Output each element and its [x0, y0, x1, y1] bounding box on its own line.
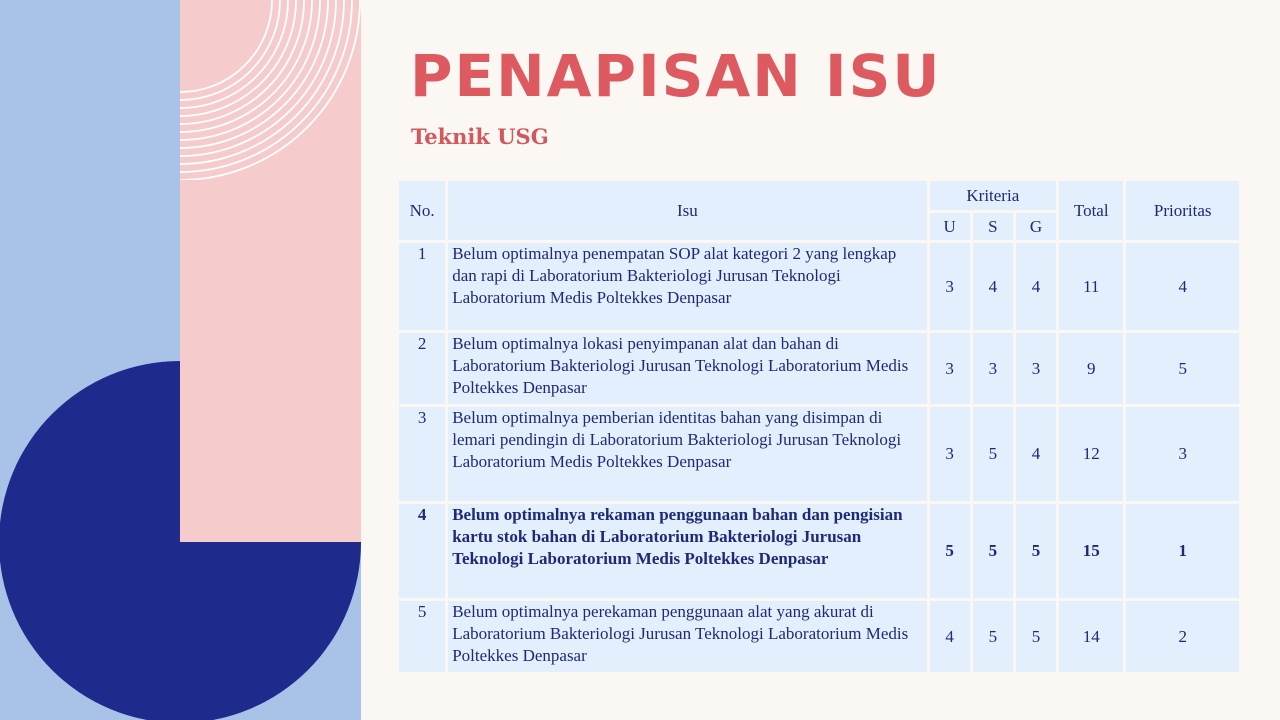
row-total: 15 [1059, 504, 1123, 598]
row-no: 3 [399, 407, 445, 501]
row-u: 4 [930, 601, 970, 672]
row-total: 14 [1059, 601, 1123, 672]
row-s: 5 [973, 601, 1013, 672]
table-row [399, 333, 1239, 404]
table-row [399, 601, 1239, 672]
table-row [399, 243, 1239, 330]
row-no: 1 [399, 243, 445, 330]
row-isu: Belum optimalnya perekaman penggunaan alat yang akurat di Laboratorium Bakteriologi Jurusan Teknologi Laboratorium Medis Poltekkes Denpasar [448, 601, 926, 672]
row-prioritas: 2 [1126, 601, 1239, 672]
row-isu: Belum optimalnya rekaman penggunaan bahan dan pengisian kartu stok bahan di Laboratorium Bakteriologi Jurusan Teknologi Laboratorium Medis Poltekkes Denpasar [448, 504, 926, 598]
concentric-arcs-decoration [180, 0, 361, 180]
row-no: 2 [399, 333, 445, 404]
row-u: 3 [930, 407, 970, 501]
row-u: 3 [930, 243, 970, 330]
table-row [399, 407, 1239, 501]
row-s: 5 [973, 504, 1013, 598]
header-kriteria: Kriteria [930, 181, 1057, 210]
row-prioritas: 5 [1126, 333, 1239, 404]
decorative-panel [0, 0, 361, 720]
header-total: Total [1059, 181, 1123, 240]
header-g: G [1016, 213, 1056, 240]
row-total: 11 [1059, 243, 1123, 330]
slide-subtitle: Teknik USG [411, 124, 549, 149]
row-s: 4 [973, 243, 1013, 330]
row-isu: Belum optimalnya pemberian identitas bahan yang disimpan di lemari pendingin di Laboratorium Bakteriologi Jurusan Teknologi Laboratorium Medis Poltekkes Denpasar [448, 407, 926, 501]
row-s: 5 [973, 407, 1013, 501]
table-row-highlighted [399, 504, 1239, 598]
header-u: U [930, 213, 970, 240]
row-no: 5 [399, 601, 445, 672]
row-no: 4 [399, 504, 445, 598]
row-g: 5 [1016, 504, 1056, 598]
usg-table [396, 178, 1242, 675]
row-prioritas: 4 [1126, 243, 1239, 330]
row-g: 5 [1016, 601, 1056, 672]
row-u: 3 [930, 333, 970, 404]
row-s: 3 [973, 333, 1013, 404]
pie-decoration [0, 361, 361, 720]
row-total: 12 [1059, 407, 1123, 501]
row-g: 4 [1016, 243, 1056, 330]
header-no: No. [399, 181, 445, 240]
row-total: 9 [1059, 333, 1123, 404]
row-isu: Belum optimalnya penempatan SOP alat kategori 2 yang lengkap dan rapi di Laboratorium Bakteriologi Jurusan Teknologi Laboratorium Medis Poltekkes Denpasar [448, 243, 926, 330]
slide-title: PENAPISAN ISU [410, 42, 942, 110]
row-g: 4 [1016, 407, 1056, 501]
row-u: 5 [930, 504, 970, 598]
row-g: 3 [1016, 333, 1056, 404]
header-s: S [973, 213, 1013, 240]
row-prioritas: 3 [1126, 407, 1239, 501]
header-prioritas: Prioritas [1126, 181, 1239, 240]
row-prioritas: 1 [1126, 504, 1239, 598]
header-isu: Isu [448, 181, 926, 240]
row-isu: Belum optimalnya lokasi penyimpanan alat dan bahan di Laboratorium Bakteriologi Jurusan Teknologi Laboratorium Medis Poltekkes Denpasar [448, 333, 926, 404]
